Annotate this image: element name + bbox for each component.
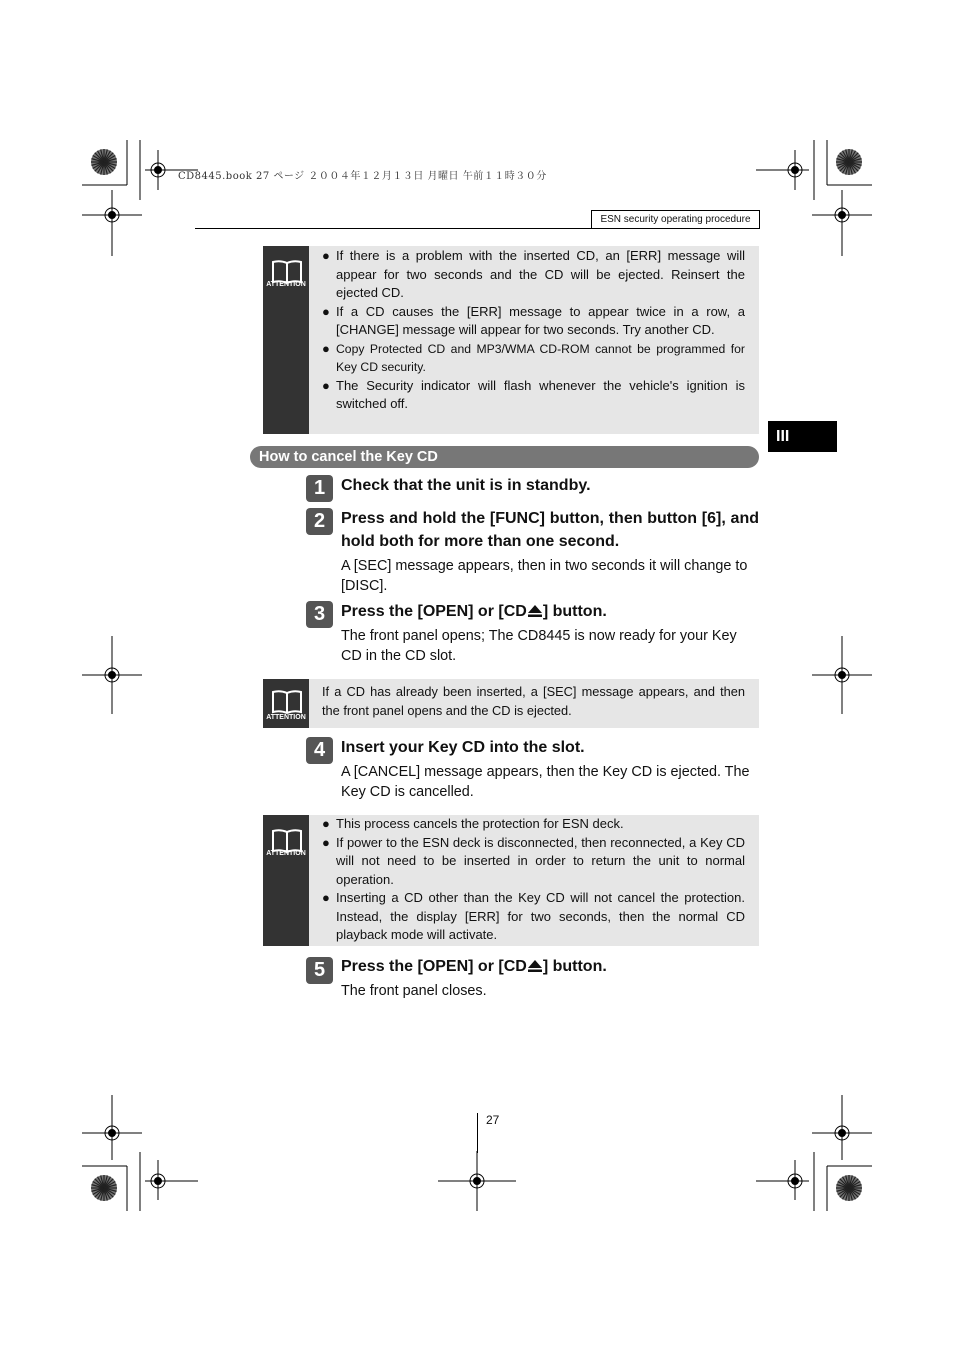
page-number: 27: [486, 1113, 500, 1127]
step-4-description: A [CANCEL] message appears, then the Key CD is ejected. The Key CD is cancelled.: [341, 764, 750, 800]
attention-label: ATTENTION: [266, 714, 306, 721]
attention-1-body: [322, 247, 745, 414]
attention-bullet: [322, 834, 745, 890]
header-section-label: ESN security operating procedure: [591, 210, 760, 229]
step-3-title-pre: Press the [OPEN] or [CD: [341, 603, 527, 620]
chapter-tab-label: III: [776, 428, 790, 445]
attention-bullet: [322, 247, 745, 303]
attention-sidebar: [263, 679, 309, 728]
attention-bullet: [322, 340, 745, 377]
step-number-1: 1: [306, 475, 333, 502]
step-5-title-pre: Press the [OPEN] or [CD: [341, 958, 527, 975]
attention-box-3: [263, 815, 759, 946]
chapter-tab: [768, 421, 837, 452]
step-2-description: A [SEC] message appears, then in two seconds it will change to [DISC].: [341, 558, 748, 594]
step-3-title: [341, 600, 759, 623]
section-heading: How to cancel the Key CD: [250, 446, 759, 468]
attention-label: ATTENTION: [266, 850, 306, 857]
bullet-glyph: ●: [322, 816, 330, 831]
step-5-title: [341, 955, 759, 978]
attention-sidebar: [263, 246, 309, 434]
step-1-title: Check that the unit is in standby.: [341, 477, 591, 494]
bullet-text: Inserting a CD other than the Key CD will not cancel the protection. Instead, the display [ERR] for two seconds, then the normal CD playback mode will activate.: [336, 890, 745, 942]
step-number-5: 5: [306, 957, 333, 984]
attention-label: ATTENTION: [266, 281, 306, 288]
eject-icon: [528, 605, 542, 617]
bullet-text: If a CD causes the [ERR] message to appear twice in a row, a [CHANGE] message will appear for two seconds. Try another CD.: [336, 303, 745, 337]
eject-icon: [528, 960, 542, 972]
bullet-text: The Security indicator will flash whenever the vehicle's ignition is switched off.: [336, 377, 745, 411]
bullet-text: If power to the ESN deck is disconnected, then reconnected, a Key CD will not need to be inserted in order to return the unit to normal operation.: [336, 834, 745, 887]
step-5-title-post: ] button.: [542, 958, 607, 975]
bullet-glyph: ●: [322, 377, 330, 393]
bullet-glyph: ●: [322, 890, 330, 905]
attention-3-body: [322, 815, 745, 945]
attention-box-2: [263, 679, 759, 728]
attention-bullet: [322, 377, 745, 414]
step-2-title: Press and hold the [FUNC] button, then button [6], and hold both for more than one second.: [341, 510, 759, 550]
bullet-glyph: ●: [322, 340, 330, 356]
attention-sidebar: [263, 815, 309, 946]
color-bar-icon: [91, 1175, 117, 1201]
color-bar-icon: [836, 149, 862, 175]
step-number-3: 3: [306, 601, 333, 628]
color-bar-icon: [91, 149, 117, 175]
bullet-glyph: ●: [322, 834, 330, 850]
bullet-text: Copy Protected CD and MP3/WMA CD-ROM cannot be programmed for Key CD security.: [336, 341, 745, 374]
step-number-2: 2: [306, 508, 333, 535]
step-3-description: The front panel opens; The CD8445 is now ready for your Key CD in the CD slot.: [341, 628, 737, 664]
attention-bullet: [322, 303, 745, 340]
bullet-text: If there is a problem with the inserted CD, an [ERR] message will appear for two seconds and the CD will be ejected. Reinsert the ejected CD.: [336, 248, 745, 300]
file-slug: CD8445.book 27 ページ ２００４年１２月１３日 月曜日 午前１１時３０分: [178, 171, 547, 182]
bullet-glyph: ●: [322, 303, 330, 319]
color-bar-icon: [836, 1175, 862, 1201]
step-5-description: The front panel closes.: [341, 983, 487, 999]
attention-2-text: If a CD has already been inserted, a [SEC] message appears, and then the front panel opens and the CD is ejected.: [322, 684, 745, 718]
attention-bullet: [322, 889, 745, 945]
step-number-4: 4: [306, 737, 333, 764]
bullet-glyph: ●: [322, 248, 330, 263]
attention-bullet: [322, 815, 745, 834]
step-4-title: Insert your Key CD into the slot.: [341, 739, 585, 756]
step-3-title-post: ] button.: [542, 603, 607, 620]
attention-box-1: [263, 246, 759, 434]
page-number-rule: [477, 1113, 478, 1153]
bullet-text: This process cancels the protection for ESN deck.: [336, 816, 624, 831]
